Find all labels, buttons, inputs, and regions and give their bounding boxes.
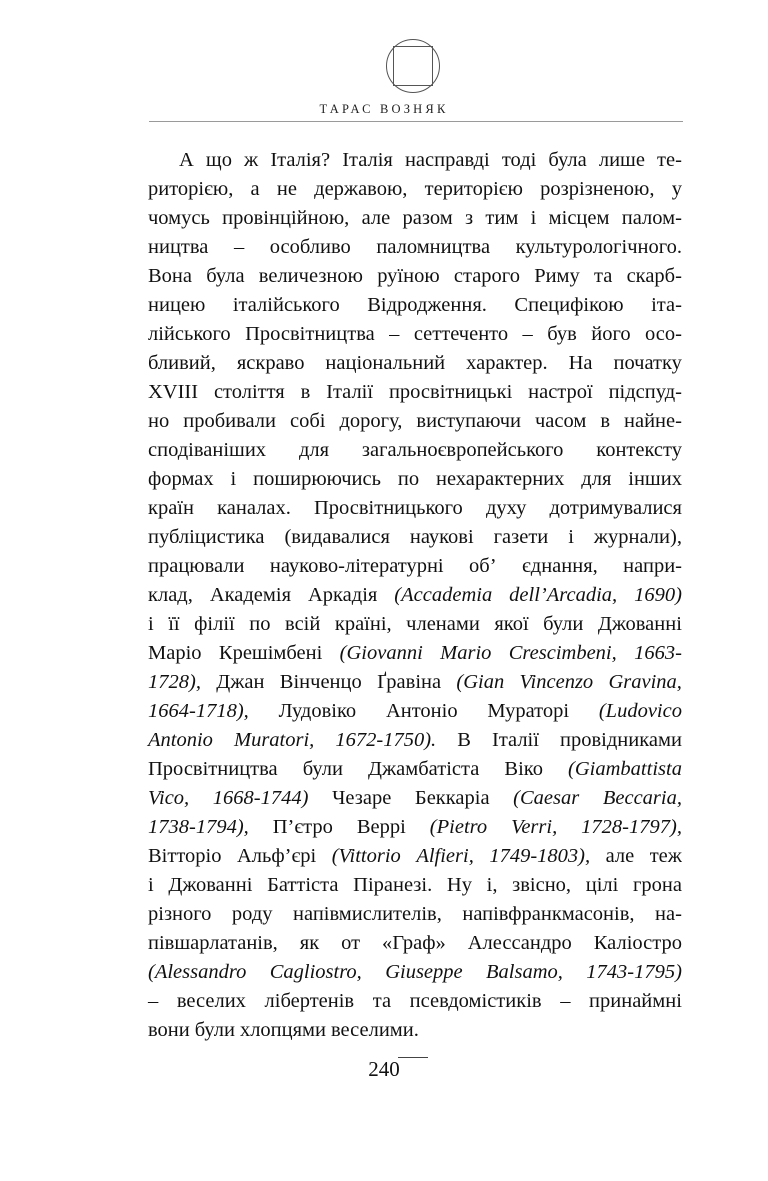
word: Вона xyxy=(148,265,192,287)
word: інших xyxy=(628,468,682,490)
word: розрізненою, xyxy=(540,178,655,200)
word: її xyxy=(168,613,180,635)
word: якої xyxy=(494,613,529,635)
word: особливо xyxy=(269,236,351,258)
word: но xyxy=(148,410,170,432)
body-line xyxy=(148,233,682,262)
word: Аркадія xyxy=(307,584,378,606)
italic-word: 1690) xyxy=(634,584,682,606)
word: і xyxy=(230,468,237,490)
italic-word: (Gian xyxy=(456,671,505,693)
word: грона xyxy=(633,874,682,896)
word: Чезаре xyxy=(332,787,392,809)
word: паломництва xyxy=(376,236,491,258)
word: науково-літературні xyxy=(269,555,444,577)
body-line xyxy=(148,726,682,755)
word: півшарлатанів, xyxy=(148,932,278,954)
word: була xyxy=(206,265,245,287)
word: Беккаріа xyxy=(414,787,490,809)
word: і xyxy=(530,207,537,229)
word: А xyxy=(179,149,194,171)
word: Джамбатіста xyxy=(368,758,480,780)
word: палом- xyxy=(621,207,682,229)
word: вони xyxy=(148,1019,190,1041)
word: дорогу, xyxy=(339,410,403,432)
italic-word: (Alessandro xyxy=(148,961,247,983)
word: Веррі xyxy=(356,816,406,838)
word: напівфранкмасонів, xyxy=(462,903,635,925)
word: ницею xyxy=(148,294,206,316)
word: насправді xyxy=(404,149,490,171)
word: настрої xyxy=(528,381,593,403)
word: «Граф» xyxy=(382,932,446,954)
body-line xyxy=(148,639,682,668)
word: Маріо xyxy=(148,642,202,664)
word: Піранезі. xyxy=(353,874,433,896)
body-line xyxy=(148,465,682,494)
word: провідниками xyxy=(560,729,682,751)
body-line xyxy=(148,668,682,697)
word: та xyxy=(372,990,392,1012)
word: скарб- xyxy=(626,265,682,287)
italic-word: 1668-1744) xyxy=(212,787,309,809)
word: різного xyxy=(148,903,212,925)
italic-word: Vico, xyxy=(148,787,190,809)
word: XVIII xyxy=(148,381,199,403)
word: собі xyxy=(290,410,326,432)
body-line xyxy=(148,958,682,987)
word: контексту xyxy=(596,439,682,461)
word: те- xyxy=(657,149,682,171)
word: провінційною, xyxy=(222,207,350,229)
body-line xyxy=(148,262,682,291)
word: публіцистика xyxy=(148,526,265,548)
word: характер. xyxy=(466,352,548,374)
word: яскраво xyxy=(236,352,305,374)
italic-word: 1738-1794), xyxy=(148,816,249,838)
word: журнали), xyxy=(593,526,682,548)
body-line xyxy=(148,436,682,465)
word: поширюючись xyxy=(253,468,381,490)
italic-word: Cagliostro, xyxy=(269,961,362,983)
word: але xyxy=(605,845,635,867)
word: – xyxy=(560,990,571,1012)
word: старого xyxy=(453,265,520,287)
word: працювали xyxy=(148,555,245,577)
word: Джан xyxy=(216,671,265,693)
word: століття xyxy=(213,381,285,403)
body-line xyxy=(148,697,682,726)
body-line xyxy=(148,784,682,813)
word: для xyxy=(298,439,330,461)
word: Баттіста xyxy=(267,874,339,896)
word: Альф’єрі xyxy=(236,845,317,867)
word: ж xyxy=(244,149,259,171)
body-line xyxy=(148,523,682,552)
word: руїною xyxy=(377,265,440,287)
word: Джованні xyxy=(168,874,253,896)
italic-word: 1664-1718), xyxy=(148,700,249,722)
word: сеттеченто xyxy=(413,323,509,345)
word: всій xyxy=(285,613,321,635)
word: – xyxy=(389,323,400,345)
word: Вінченцо xyxy=(279,671,362,693)
word: чомусь xyxy=(148,207,210,229)
body-line xyxy=(148,842,682,871)
word: – xyxy=(522,323,533,345)
word: по xyxy=(249,613,271,635)
body-line xyxy=(148,552,682,581)
word: італійського xyxy=(232,294,340,316)
italic-word: Beccaria, xyxy=(602,787,682,809)
word: з xyxy=(465,207,474,229)
body-line xyxy=(148,146,682,175)
italic-word: Crescimbeni, xyxy=(508,642,617,664)
italic-word: Gravina, xyxy=(608,671,682,693)
word: Відродження. xyxy=(367,294,487,316)
italic-word: (Vittorio xyxy=(331,845,401,867)
word: його xyxy=(591,323,631,345)
word: Італії xyxy=(326,381,374,403)
running-header-author: ТАРАС ВОЗНЯК xyxy=(319,102,449,116)
body-line xyxy=(148,291,682,320)
word: просвітницькі xyxy=(388,381,513,403)
body-line xyxy=(148,175,682,204)
header-rule xyxy=(149,121,683,122)
italic-word: (Ludovico xyxy=(598,700,682,722)
word: країн xyxy=(148,497,194,519)
word: разом xyxy=(402,207,453,229)
word: Італія? xyxy=(270,149,331,171)
word: звісно, xyxy=(512,874,572,896)
word: Академія xyxy=(209,584,291,606)
word: але xyxy=(361,207,391,229)
body-line xyxy=(148,900,682,929)
word: державою, xyxy=(314,178,408,200)
word: (видавалися xyxy=(284,526,390,548)
word: Крешімбені xyxy=(218,642,323,664)
body-line xyxy=(148,813,682,842)
word: були xyxy=(302,758,343,780)
word: бливий, xyxy=(148,352,216,374)
word: місцем xyxy=(548,207,610,229)
word: єднання, xyxy=(521,555,598,577)
word: лійського xyxy=(148,323,231,345)
word: – xyxy=(233,236,245,258)
word: на- xyxy=(655,903,682,925)
square-in-circle-emblem-icon xyxy=(385,38,441,94)
word: виступаючи xyxy=(416,410,521,432)
word: в xyxy=(300,381,311,403)
word: часом xyxy=(534,410,587,432)
word: і, xyxy=(486,874,498,896)
word: і xyxy=(148,874,154,896)
body-line xyxy=(148,494,682,523)
word: що xyxy=(205,149,232,171)
italic-word: (Accademia xyxy=(394,584,493,606)
word: сподіваніших xyxy=(148,439,267,461)
word: об’ xyxy=(469,555,497,577)
word: величезною xyxy=(258,265,363,287)
italic-word: Balsamo, xyxy=(486,961,563,983)
word: хлопцями xyxy=(239,1019,326,1041)
italic-word: dell’Arcadia, xyxy=(509,584,618,606)
italic-word: 1672-1750). xyxy=(335,729,437,751)
word: наукові xyxy=(409,526,474,548)
word: от xyxy=(341,932,361,954)
body-line xyxy=(148,407,682,436)
word: у xyxy=(671,178,682,200)
italic-word: Verri, xyxy=(511,816,558,838)
word: принаймні xyxy=(589,990,682,1012)
word: філії xyxy=(194,613,235,635)
word: Джованні xyxy=(597,613,682,635)
italic-word: 1743-1795) xyxy=(586,961,682,983)
word: Італії xyxy=(492,729,539,751)
body-line xyxy=(148,929,682,958)
body-text xyxy=(148,146,682,1045)
word: каналах. xyxy=(217,497,291,519)
word: Каліостро xyxy=(593,932,682,954)
word: лише xyxy=(598,149,645,171)
word: Італія xyxy=(342,149,393,171)
word: роду xyxy=(231,903,273,925)
body-line xyxy=(148,871,682,900)
word: по xyxy=(397,468,420,490)
word: Просвітництва xyxy=(245,323,375,345)
word: загальноєвропейського xyxy=(361,439,564,461)
word: була xyxy=(548,149,587,171)
body-line xyxy=(148,581,682,610)
word: напри- xyxy=(623,555,682,577)
word: Мураторі xyxy=(487,700,570,722)
word: а xyxy=(250,178,260,200)
word: Ґравіна xyxy=(377,671,442,693)
italic-word: Muratori, xyxy=(234,729,315,751)
word: членами xyxy=(406,613,480,635)
word: та xyxy=(594,265,613,287)
word: На xyxy=(568,352,593,374)
italic-word: Antonio xyxy=(148,729,213,751)
word: для xyxy=(581,468,612,490)
word: Специфікою xyxy=(514,294,624,316)
word: псевдомістиків xyxy=(409,990,542,1012)
word: іта- xyxy=(651,294,682,316)
italic-word: 1749-1803), xyxy=(489,845,591,867)
word: дотримувалися xyxy=(549,497,682,519)
italic-word: (Giambattista xyxy=(568,758,682,780)
italic-word: (Pietro xyxy=(429,816,488,838)
italic-word: Alfieri, xyxy=(416,845,474,867)
body-line xyxy=(148,987,682,1016)
word: національний xyxy=(325,352,446,374)
word: тим xyxy=(485,207,519,229)
word: культурологічного. xyxy=(515,236,682,258)
page-number: 240 xyxy=(368,1057,400,1081)
word: Вітторіо xyxy=(148,845,222,867)
word: країні, xyxy=(334,613,392,635)
word: риторією, xyxy=(148,178,234,200)
word: підспуд- xyxy=(608,381,682,403)
word: Алессандро xyxy=(467,932,572,954)
word: – xyxy=(148,990,159,1012)
italic-word: Vincenzo xyxy=(519,671,594,693)
italic-word: 1663- xyxy=(634,642,682,664)
word: клад, xyxy=(148,584,193,606)
body-line xyxy=(148,349,682,378)
word: не xyxy=(276,178,297,200)
word: Лудовіко xyxy=(278,700,357,722)
body-line xyxy=(148,755,682,784)
word: формах xyxy=(148,468,214,490)
word: Просвітницького xyxy=(313,497,463,519)
word: тоді xyxy=(501,149,537,171)
word: В xyxy=(457,729,471,751)
body-line xyxy=(148,1016,682,1045)
body-line xyxy=(148,204,682,233)
word: ництва xyxy=(148,236,209,258)
word: найне- xyxy=(624,410,682,432)
word: Антоніо xyxy=(385,700,458,722)
body-line xyxy=(148,320,682,349)
word: в xyxy=(600,410,611,432)
word: газети xyxy=(493,526,549,548)
word: веселими. xyxy=(330,1019,419,1041)
word: Віко xyxy=(504,758,543,780)
italic-word: 1728), xyxy=(148,671,201,693)
word: теж xyxy=(649,845,682,867)
word: веселих xyxy=(176,990,246,1012)
word: як xyxy=(299,932,320,954)
word: були xyxy=(194,1019,235,1041)
word: пробивали xyxy=(183,410,276,432)
word: Ну xyxy=(446,874,472,896)
word: і xyxy=(148,613,154,635)
word: духу xyxy=(485,497,527,519)
word: нехарактерних xyxy=(435,468,565,490)
word: Риму xyxy=(534,265,580,287)
italic-word: Giuseppe xyxy=(385,961,463,983)
word: цілі xyxy=(585,874,619,896)
word: були xyxy=(543,613,584,635)
body-line xyxy=(148,610,682,639)
word: Просвітництва xyxy=(148,758,278,780)
word: напівмислителів, xyxy=(293,903,442,925)
italic-word: 1728-1797), xyxy=(581,816,682,838)
italic-word: Mario xyxy=(440,642,492,664)
word: був xyxy=(547,323,577,345)
word: П’єтро xyxy=(272,816,333,838)
word: і xyxy=(568,526,574,548)
word: територією xyxy=(424,178,523,200)
word: осо- xyxy=(645,323,682,345)
italic-word: (Caesar xyxy=(513,787,580,809)
body-line xyxy=(148,378,682,407)
italic-word: (Giovanni xyxy=(339,642,423,664)
word: початку xyxy=(613,352,682,374)
word: лібертенів xyxy=(264,990,355,1012)
